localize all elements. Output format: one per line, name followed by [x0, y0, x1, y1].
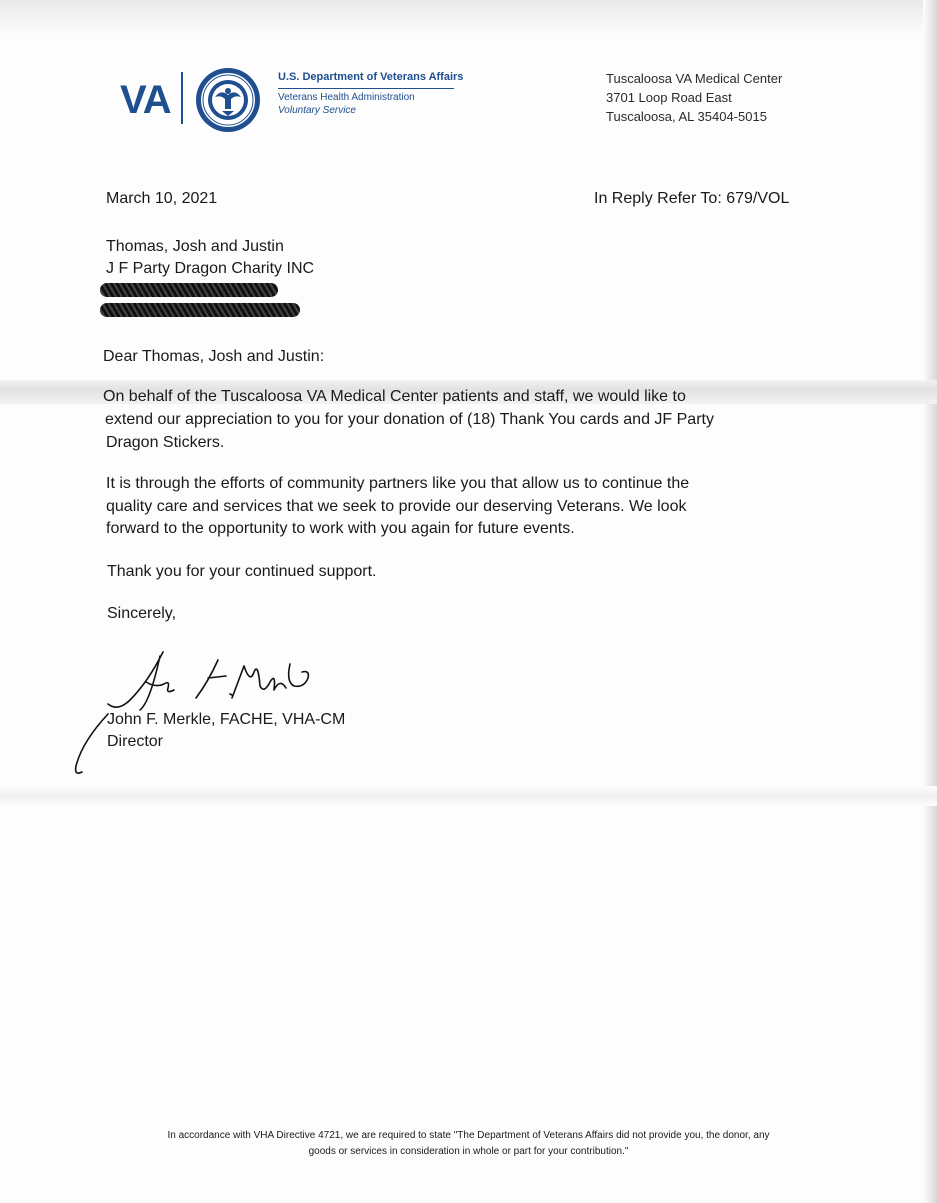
va-seal-icon: [195, 67, 261, 133]
body-line: quality care and services that we seek to provide our deserving Veterans. We look: [106, 498, 687, 515]
signer-title: Director: [107, 733, 164, 750]
body-line: It is through the efforts of community partners like you that allow us to continue the: [106, 475, 690, 492]
footer-disclaimer: goods or services in consideration in whole or part for your contribution.": [308, 1146, 629, 1157]
body-line: forward to the opportunity to work with you again for future events.: [106, 520, 575, 537]
recipient-name: Thomas, Josh and Justin: [106, 238, 284, 255]
service-name: Voluntary Service: [278, 105, 356, 116]
body-line: extend our appreciation to you for your donation of (18) Thank You cards and JF Party: [105, 411, 714, 428]
return-address-line: Tuscaloosa, AL 35404-5015: [606, 109, 767, 124]
reference-line: In Reply Refer To: 679/VOL: [594, 190, 790, 207]
scan-edge-shadow: [0, 0, 937, 36]
administration-name: Veterans Health Administration: [278, 92, 415, 103]
closing: Sincerely,: [107, 605, 177, 622]
va-logo-text: VA: [120, 78, 171, 122]
letter-date: March 10, 2021: [106, 190, 218, 207]
redacted-address-line: [100, 303, 300, 317]
footer-disclaimer: In accordance with VHA Directive 4721, we are required to state "The Department of Veterans Affairs did not provide you, the donor, any: [167, 1130, 770, 1141]
return-address-line: 3701 Loop Road East: [606, 90, 732, 105]
scan-edge-shadow-right: [923, 0, 937, 1203]
redacted-address-line: [100, 283, 278, 297]
return-address-line: Tuscaloosa VA Medical Center: [606, 71, 783, 86]
paper-fold-crease-lower: [0, 786, 937, 806]
salutation: Dear Thomas, Josh and Justin:: [103, 348, 325, 365]
signer-name: John F. Merkle, FACHE, VHA-CM: [107, 711, 346, 728]
body-line: Dragon Stickers.: [106, 434, 225, 451]
department-rule: [278, 88, 454, 89]
recipient-organization: J F Party Dragon Charity INC: [106, 260, 315, 277]
body-line: On behalf of the Tuscaloosa VA Medical Center patients and staff, we would like to: [103, 388, 686, 405]
thank-you-line: Thank you for your continued support.: [107, 563, 377, 580]
department-name: U.S. Department of Veterans Affairs: [278, 71, 464, 83]
logo-divider: [181, 72, 183, 124]
